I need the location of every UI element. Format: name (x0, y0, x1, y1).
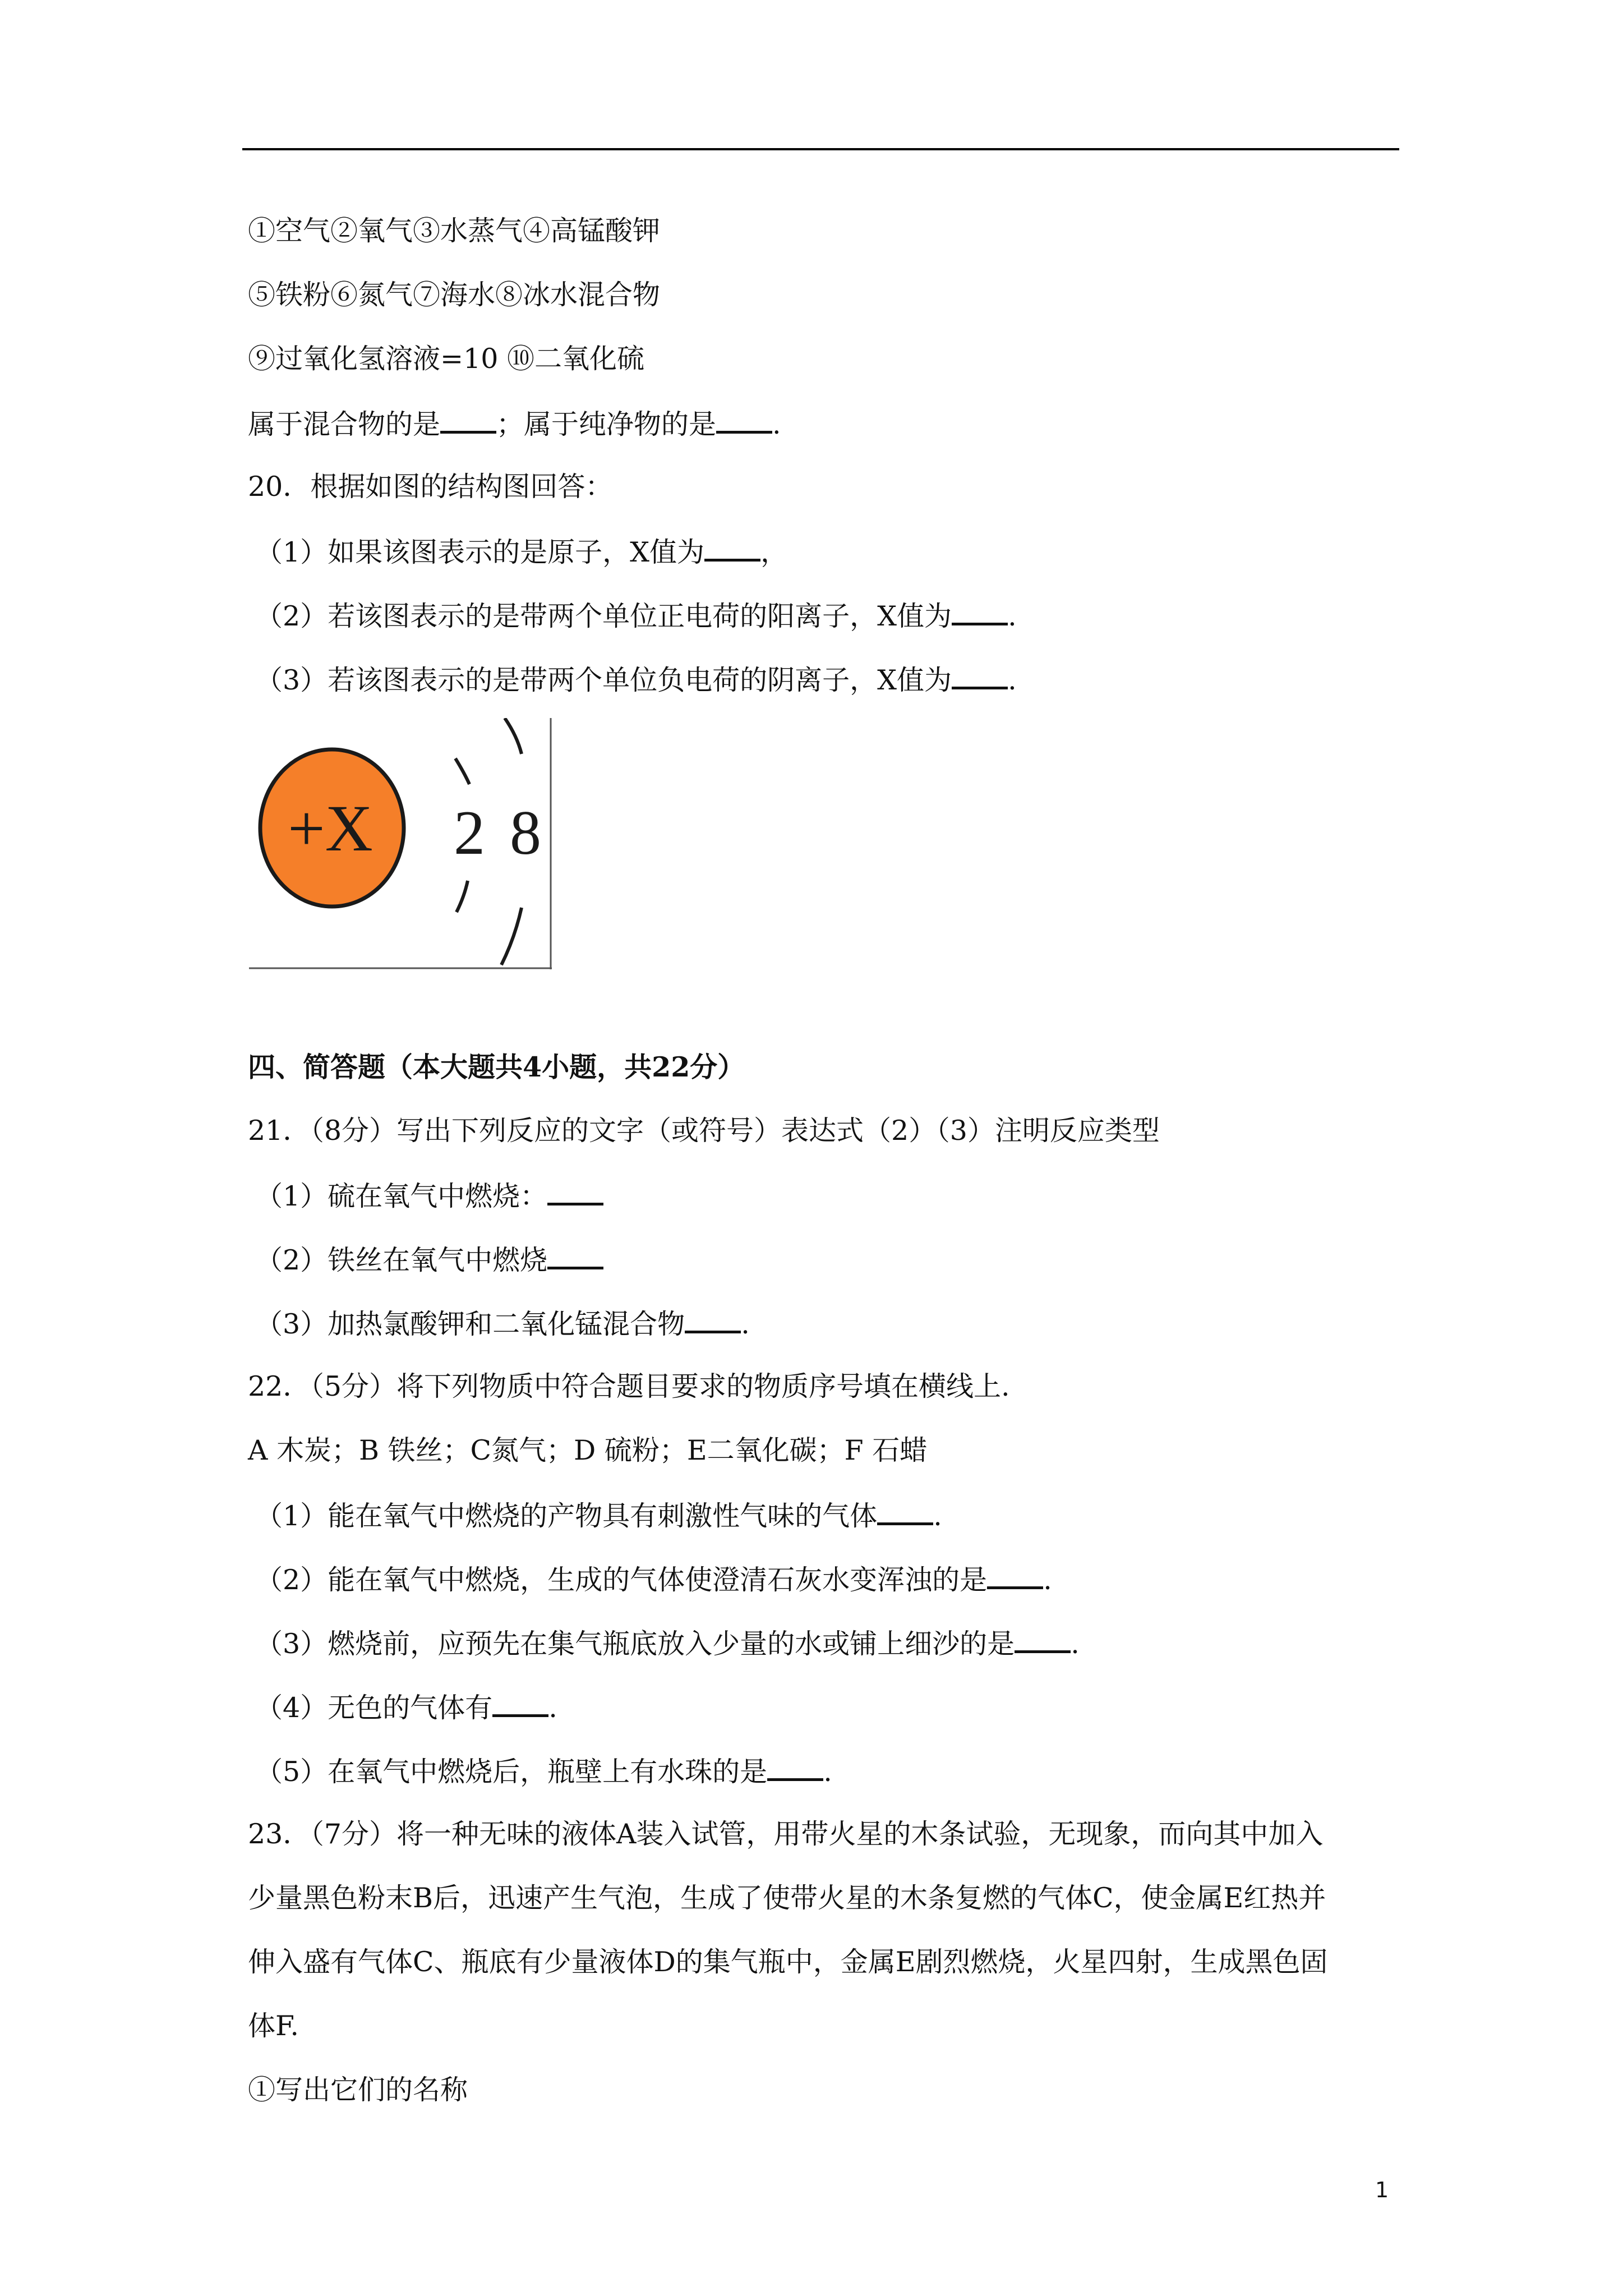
inner-shell-arc-bottom (457, 881, 468, 912)
q23-line-4: 体F. (248, 2010, 299, 2042)
q22-part-2-blank[interactable] (987, 1562, 1043, 1589)
q20-part-2 (255, 598, 1017, 633)
q22-part-5-text: （5）在氧气中燃烧后，瓶壁上有水珠的是 (255, 1756, 768, 1788)
pure-answer-blank[interactable] (716, 406, 772, 434)
q22-part-1-text: （1）能在氧气中燃烧的产物具有刺激性气味的气体 (255, 1500, 878, 1532)
nucleus-label: +X (288, 792, 373, 865)
punctuation: ， (760, 536, 789, 568)
section-4-title: 四、简答题（本大题共4小题，共22分） (248, 1051, 745, 1083)
q22-part-4-blank[interactable] (492, 1690, 548, 1717)
q22-part-5-blank[interactable] (767, 1754, 823, 1781)
q21-part-2-blank[interactable] (547, 1242, 603, 1269)
mixture-prompt: 属于混合物的是 (248, 408, 441, 440)
q20-part-1 (255, 534, 788, 569)
punctuation: . (933, 1500, 942, 1532)
q20-part-1-text: （1）如果该图表示的是原子，X值为 (255, 536, 705, 568)
q22-options: A 木炭；B 铁丝；C氮气；D 硫粉；E二氧化碳；F 石蜡 (248, 1434, 928, 1466)
q22-part-1 (255, 1498, 942, 1533)
q22-part-4-text: （4）无色的气体有 (255, 1692, 493, 1724)
q21-part-2 (255, 1242, 603, 1277)
q22-part-4 (255, 1690, 557, 1725)
q22-part-2-text: （2）能在氧气中燃烧，生成的气体使澄清石灰水变浑浊的是 (255, 1564, 988, 1596)
pure-prompt: ；属于纯净物的是 (496, 408, 717, 440)
outer-shell-arc-bottom (501, 908, 522, 965)
q23-line-1: 23．（7分）将一种无味的液体A装入试管，用带火星的木条试验，无现象，而向其中加入 (248, 1818, 1324, 1850)
atom-structure-diagram (249, 718, 552, 969)
substances-line-2: ⑤铁粉⑥氮气⑦海水⑧冰水混合物 (248, 279, 661, 311)
outer-shell-arc-top (505, 718, 522, 754)
q22-part-5 (255, 1754, 832, 1789)
q20-part-3-text: （3）若该图表示的是带两个单位负电荷的阴离子，X值为 (255, 664, 952, 696)
q20-part-1-blank[interactable] (704, 534, 760, 562)
q23-line-2: 少量黑色粉末B后，迅速产生气泡，生成了使带火星的木条复燃的气体C，使金属E红热并 (248, 1882, 1326, 1914)
punctuation: . (1008, 664, 1017, 696)
substances-line-3: ⑨过氧化氢溶液=10 ⑩二氧化硫 (248, 343, 644, 375)
q23-line-5: ①写出它们的名称 (248, 2074, 468, 2106)
period: . (772, 408, 781, 440)
outer-shell-electrons: 8 (510, 798, 541, 868)
q21-stem: 21．（8分）写出下列反应的文字（或符号）表达式（2）（3）注明反应类型 (248, 1115, 1160, 1147)
punctuation: . (548, 1692, 557, 1724)
q21-part-1-blank[interactable] (547, 1178, 603, 1205)
q21-part-3-text: （3）加热氯酸钾和二氧化锰混合物 (255, 1308, 685, 1340)
header-rule (242, 148, 1399, 150)
q22-part-3 (255, 1626, 1080, 1661)
punctuation: . (1071, 1628, 1080, 1660)
q22-part-2 (255, 1562, 1052, 1597)
page-number: 1 (1375, 2178, 1389, 2202)
inner-shell-arc-top (455, 758, 469, 784)
punctuation: . (823, 1756, 832, 1788)
q20-part-2-text: （2）若该图表示的是带两个单位正电荷的阳离子，X值为 (255, 600, 952, 632)
q21-part-1 (255, 1178, 603, 1213)
q20-stem: 20．根据如图的结构图回答： (248, 471, 613, 503)
substances-line-1: ①空气②氧气③水蒸气④高锰酸钾 (248, 215, 661, 247)
q21-part-1-text: （1）硫在氧气中燃烧： (255, 1180, 548, 1212)
punctuation: . (1043, 1564, 1052, 1596)
q20-part-3-blank[interactable] (952, 662, 1008, 689)
q22-part-1-blank[interactable] (877, 1498, 933, 1525)
q22-part-3-blank[interactable] (1015, 1626, 1071, 1653)
punctuation: . (741, 1308, 750, 1340)
q21-part-3 (255, 1306, 750, 1341)
q22-stem: 22．（5分）将下列物质中符合题目要求的物质序号填在横线上. (248, 1370, 1010, 1402)
punctuation: . (1008, 600, 1017, 632)
mixture-answer-blank[interactable] (440, 406, 496, 434)
inner-shell-electrons: 2 (454, 798, 485, 868)
q21-part-2-text: （2）铁丝在氧气中燃烧 (255, 1244, 548, 1276)
q23-line-3: 伸入盛有气体C、瓶底有少量液体D的集气瓶中，金属E剧烈燃烧，火星四射，生成黑色固 (248, 1946, 1328, 1978)
q21-part-3-blank[interactable] (685, 1306, 741, 1333)
q22-part-3-text: （3）燃烧前，应预先在集气瓶底放入少量的水或铺上细沙的是 (255, 1628, 1015, 1660)
substances-answer-line (248, 406, 781, 441)
q20-part-3 (255, 662, 1017, 697)
q20-part-2-blank[interactable] (952, 598, 1008, 625)
